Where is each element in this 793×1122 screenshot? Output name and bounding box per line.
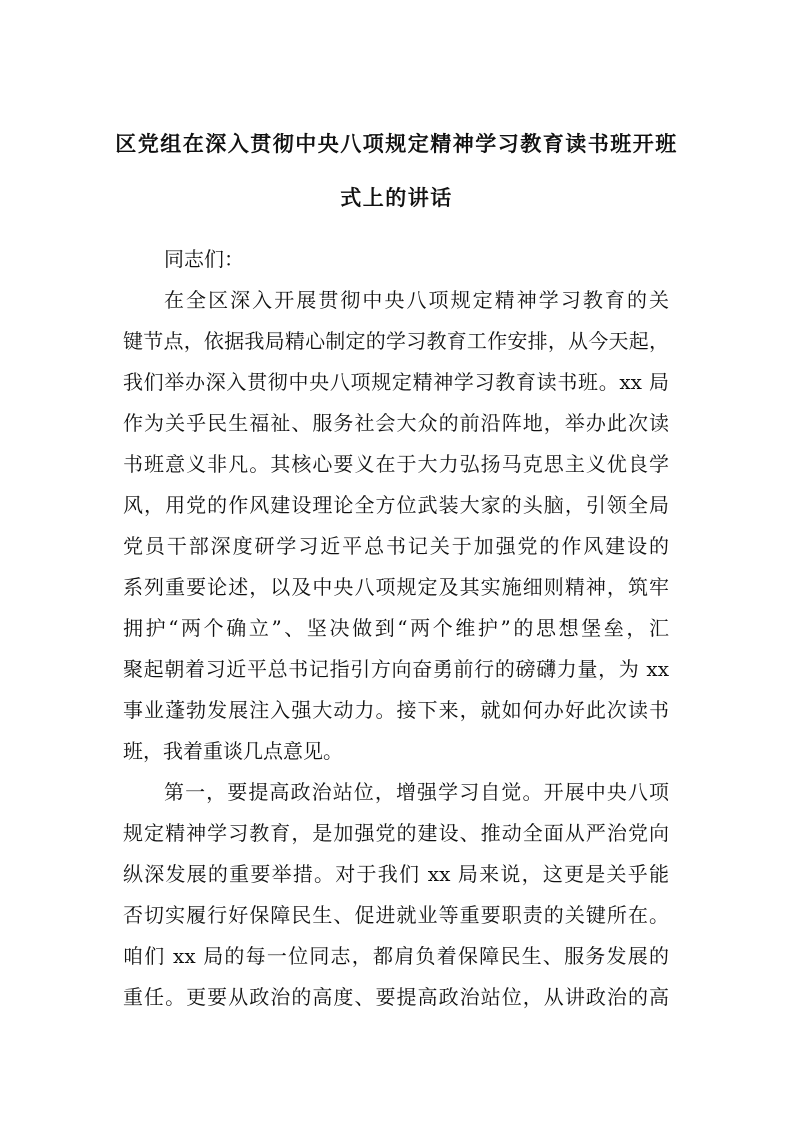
document-title-line-1: 区党组在深入贯彻中央八项规定精神学习教育读书班开班 <box>115 132 678 156</box>
paragraph-2-line: 第一，要提高政治站位，增强学习自觉。开展中央八项 <box>164 780 669 804</box>
paragraph-1-line: 系列重要论述，以及中央八项规定及其实施细则精神，筑牢 <box>123 575 669 599</box>
paragraph-2-line: 咱们 xx 局的每一位同志，都肩负着保障民生、服务发展的 <box>123 944 669 968</box>
paragraph-1-line: 党员干部深度研学习近平总书记关于加强党的作风建设的 <box>123 534 669 558</box>
salutation: 同志们： <box>164 247 244 271</box>
paragraph-1-line: 风，用党的作风建设理论全方位武装大家的头脑，引领全局 <box>123 493 669 517</box>
paragraph-1-line: 班，我着重谈几点意见。 <box>123 739 343 763</box>
paragraph-1-line: 书班意义非凡。其核心要义在于大力弘扬马克思主义优良学 <box>123 452 669 476</box>
paragraph-1-line: 键节点，依据我局精心制定的学习教育工作安排，从今天起， <box>123 329 669 353</box>
document-title-line-2: 式上的讲话 <box>340 186 453 210</box>
paragraph-2-line: 规定精神学习教育，是加强党的建设、推动全面从严治党向 <box>123 821 669 845</box>
paragraph-1-line: 作为关乎民生福祉、服务社会大众的前沿阵地，举办此次读 <box>123 411 669 435</box>
paragraph-1-line: 拥护“两个确立”、坚决做到“两个维护”的思想堡垒，汇 <box>123 616 669 640</box>
paragraph-1-line: 在全区深入开展贯彻中央八项规定精神学习教育的关 <box>164 288 669 312</box>
paragraph-2-line: 纵深发展的重要举措。对于我们 xx 局来说，这更是关乎能 <box>123 862 669 886</box>
document-body <box>123 239 669 1018</box>
paragraph-1-line: 事业蓬勃发展注入强大动力。接下来，就如何办好此次读书 <box>123 698 669 722</box>
paragraph-1-line: 我们举办深入贯彻中央八项规定精神学习教育读书班。xx 局 <box>123 370 669 394</box>
paragraph-2-line: 重任。更要从政治的高度、要提高政治站位，从讲政治的高 <box>123 985 669 1009</box>
paragraph-1-line: 聚起朝着习近平总书记指引方向奋勇前行的磅礴力量，为 xx <box>123 657 669 681</box>
paragraph-2-line: 否切实履行好保障民生、促进就业等重要职责的关键所在。 <box>123 903 669 927</box>
